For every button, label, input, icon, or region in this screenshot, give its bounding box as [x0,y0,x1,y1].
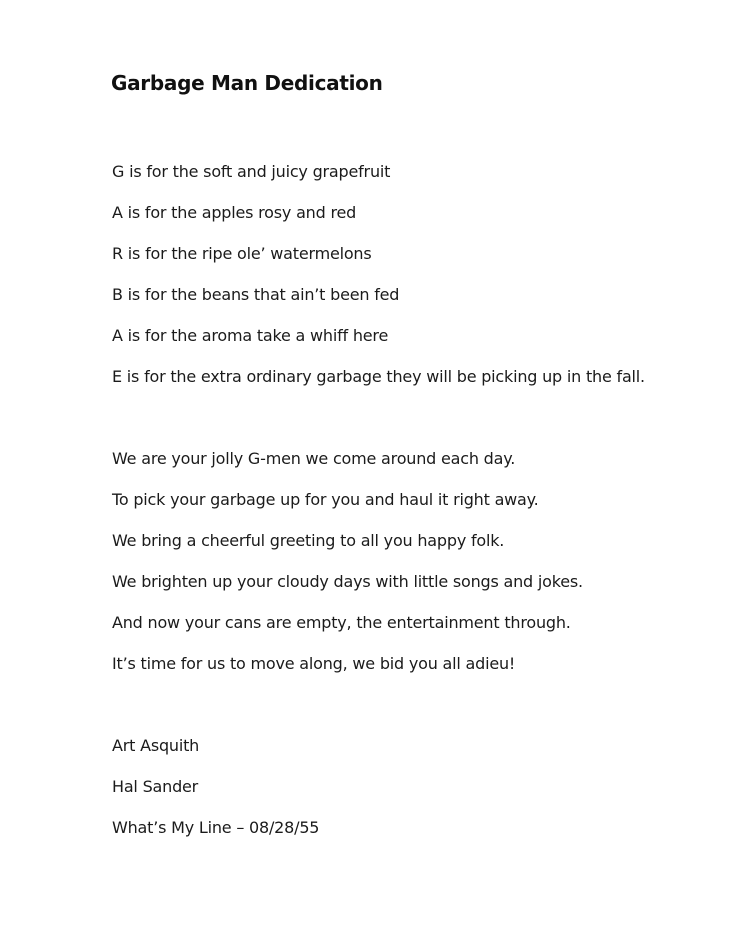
credit-source: What’s My Line – 08/28/55 [112,818,320,837]
stanza2-line-5: And now your cans are empty, the entertainment through. [112,613,571,632]
credit-author-2: Hal Sander [112,777,199,796]
stanza2-line-3: We bring a cheerful greeting to all you happy folk. [112,531,505,550]
stanza1-line-3: R is for the ripe ole’ watermelons [112,244,372,263]
stanza2-line-1: We are your jolly G-men we come around each day. [112,449,516,468]
stanza2-line-6: It’s time for us to move along, we bid you all adieu! [112,654,516,673]
stanza1-line-1: G is for the soft and juicy grapefruit [112,162,391,181]
stanza1-line-2: A is for the apples rosy and red [112,203,357,222]
stanza2-line-2: To pick your garbage up for you and haul it right away. [112,490,539,509]
document-title: Garbage Man Dedication [111,71,383,95]
credit-author-1: Art Asquith [112,736,200,755]
stanza1-line-5: A is for the aroma take a whiff here [112,326,389,345]
stanza2-line-4: We brighten up your cloudy days with little songs and jokes. [112,572,583,591]
stanza1-line-6: E is for the extra ordinary garbage they will be picking up in the fall. [112,367,645,386]
stanza1-line-4: B is for the beans that ain’t been fed [112,285,400,304]
